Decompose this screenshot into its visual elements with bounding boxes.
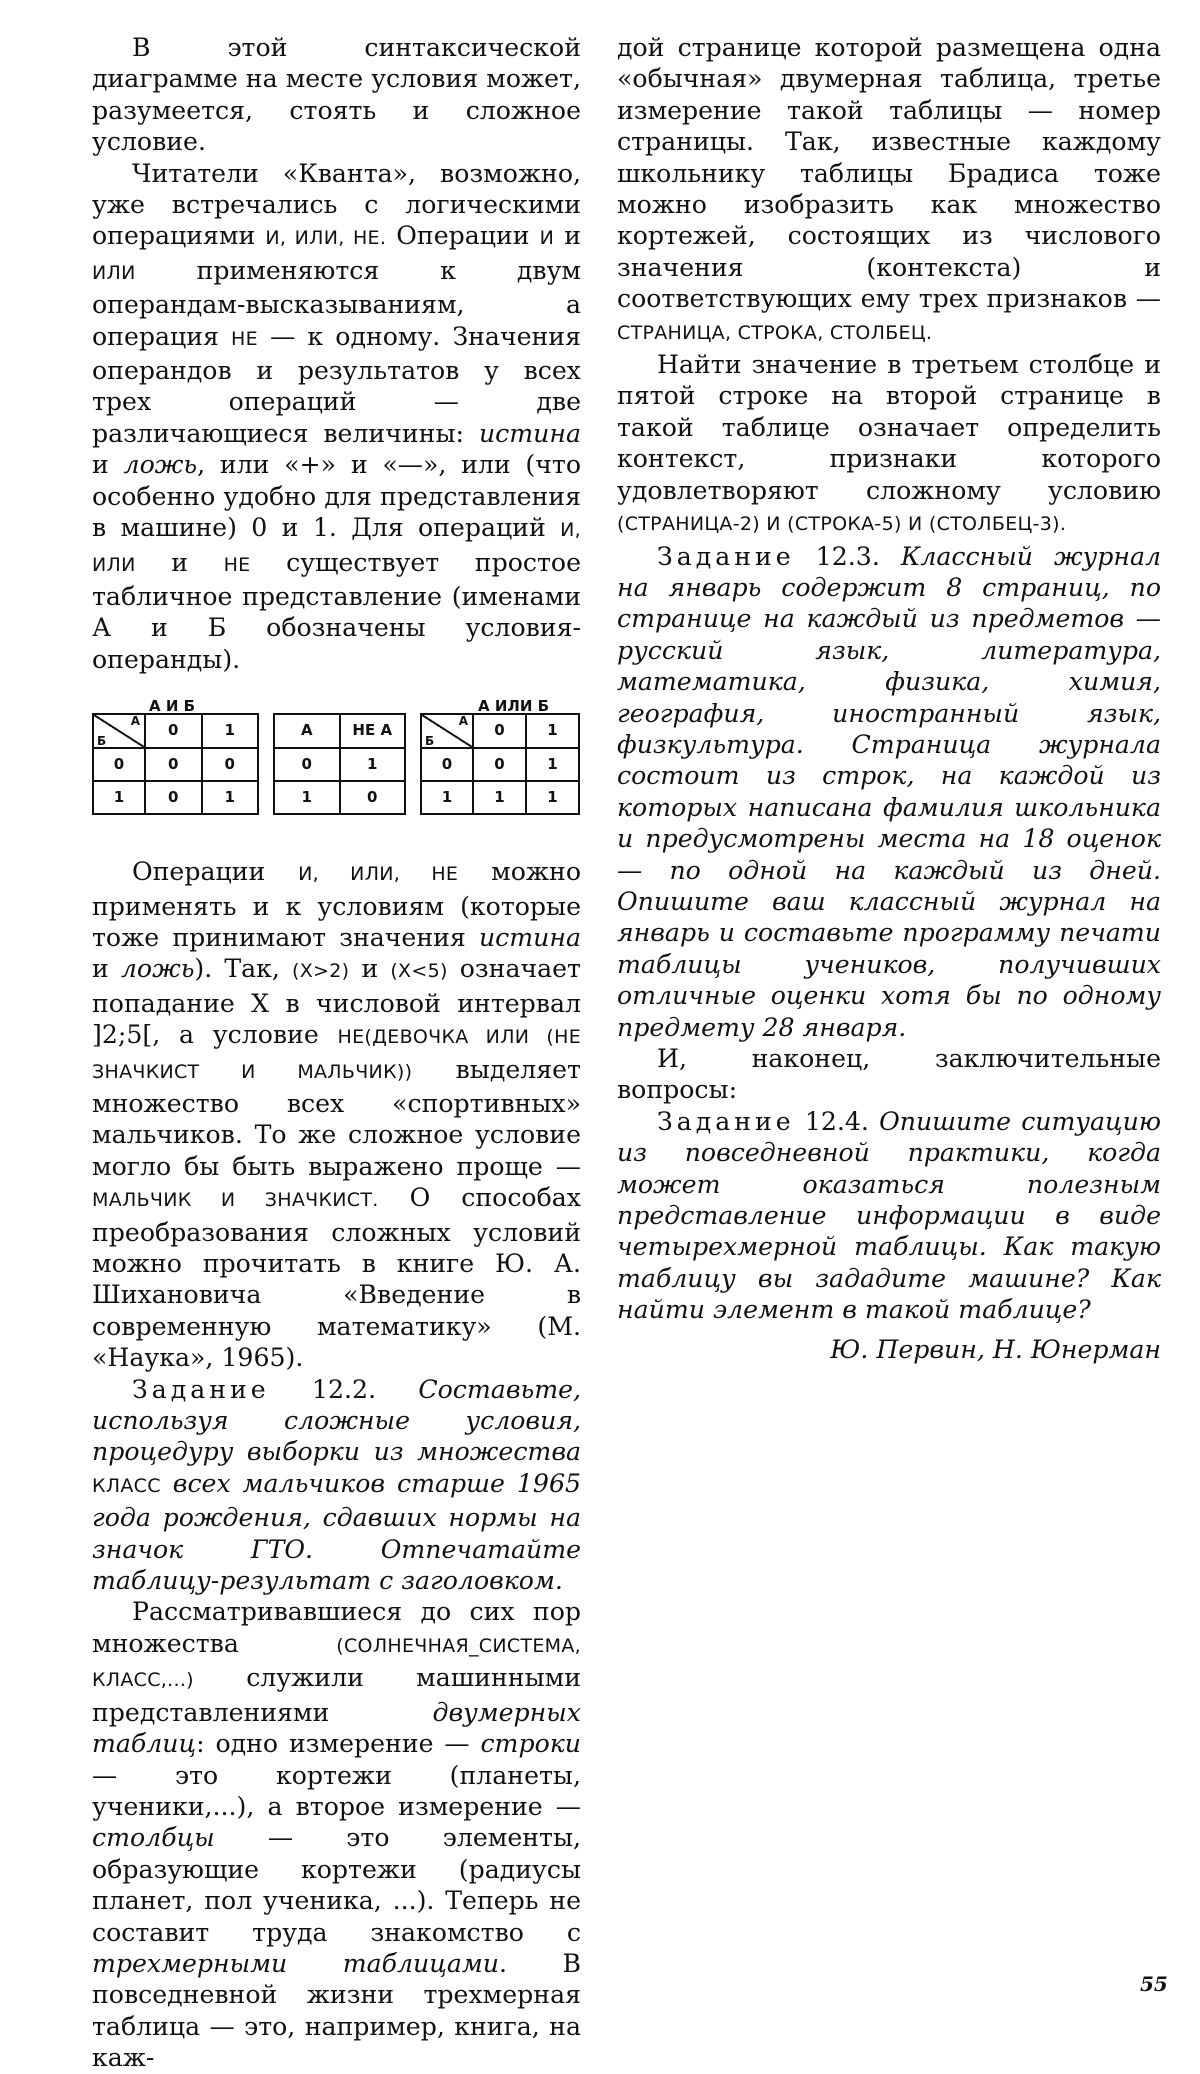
left-paragraph-3 bbox=[92, 856, 581, 1374]
code-run: (СТРАНИЦА-2) И (СТРОКА-5) И (СТОЛБЕЦ-3). bbox=[617, 513, 1067, 536]
italic-run: двумерных таблиц bbox=[92, 1697, 581, 1759]
italic-run: ложь bbox=[120, 954, 195, 984]
truth-tables bbox=[92, 691, 581, 846]
and-col-head: 1 bbox=[202, 714, 259, 747]
and-row-head: 0 bbox=[93, 748, 145, 781]
italic-run: строки bbox=[480, 1729, 581, 1759]
or-row-head: 1 bbox=[421, 781, 473, 814]
or-row-head: 0 bbox=[421, 748, 473, 781]
text-run: и bbox=[135, 547, 224, 577]
code-run: НЕ(ДЕВОЧКА ИЛИ (НЕ ЗНАЧКИСТ И МАЛЬЧИК)) bbox=[92, 1026, 582, 1083]
text-run: О способах преобразования сложных условий можно прочитать в книге Ю. А. Шихановича «Введение в современную математику» (М. «Наука», 1965). bbox=[92, 1183, 581, 1373]
not-cell: 1 bbox=[340, 748, 406, 781]
text-run: 12.4. bbox=[794, 1106, 880, 1136]
code-run: И, ИЛИ bbox=[92, 519, 581, 576]
or-cell: 1 bbox=[473, 781, 526, 814]
left-column bbox=[92, 32, 581, 2074]
not-cell: 1 bbox=[274, 781, 340, 814]
task-12-3 bbox=[617, 541, 1161, 1044]
and-col-head: 0 bbox=[145, 714, 202, 747]
text-run: и bbox=[92, 954, 121, 984]
italic-run: Составьте, используя сложные условия, процедуру выборки из множества bbox=[92, 1374, 581, 1467]
page-number: 55 bbox=[1140, 1972, 1168, 1996]
text-run: применяются к двум операндам-высказываниям, а операция bbox=[92, 255, 581, 351]
italic-run: Опишите ситуацию из повседневной практики, когда может оказаться полезным представление информации в виде четырехмерной таблицы. Как такую таблицу вы зададите машине? Как найти элемент в такой таблице? bbox=[617, 1106, 1162, 1325]
italic-run: трехмерными таблицами bbox=[92, 1948, 499, 1978]
text-run: И, наконец, заключительные вопросы: bbox=[617, 1044, 1161, 1105]
code-run: И bbox=[539, 227, 555, 250]
not-head: А bbox=[274, 714, 340, 747]
right-paragraph-4 bbox=[617, 1043, 1161, 1106]
text-run: и bbox=[92, 450, 124, 480]
code-run: (СОЛНЕЧНАЯ_СИСТЕМА, КЛАСС,...) bbox=[92, 1634, 581, 1692]
or-col-head: 0 bbox=[473, 714, 526, 747]
or-cell: 1 bbox=[526, 748, 579, 781]
or-table-caption: А ИЛИ Б bbox=[478, 697, 550, 716]
and-truth-table bbox=[92, 713, 259, 815]
and-table-caption: А И Б bbox=[149, 697, 196, 716]
task-label: Задание bbox=[657, 1106, 795, 1136]
code-run: И, ИЛИ, НЕ. bbox=[265, 227, 387, 250]
left-paragraph-5 bbox=[92, 1596, 581, 2073]
not-head: НЕ А bbox=[340, 714, 406, 747]
right-column bbox=[617, 32, 1161, 1365]
text-run: . В повседневной жизни трехмерная таблица — это, например, книга, на каж- bbox=[92, 1948, 581, 2073]
code-run: НЕ bbox=[223, 553, 251, 576]
left-paragraph-2 bbox=[92, 158, 581, 676]
code-run: (X<5) bbox=[390, 960, 448, 983]
task-12-2 bbox=[92, 1374, 581, 1597]
text-run: Операции bbox=[386, 221, 540, 251]
text-run: — это элементы, образующие кортежи (радиусы планет, пол ученика, ...). Теперь не составит труда знакомство с bbox=[92, 1823, 581, 1947]
text-run: — это кортежи (планеты, ученики,...), а второе измерение — bbox=[92, 1760, 581, 1821]
not-cell: 0 bbox=[274, 748, 340, 781]
left-paragraph-1: В этой синтаксической диаграмме на месте условия может, разумеется, стоять и сложное условие. bbox=[92, 33, 581, 157]
code-run: (X>2) bbox=[292, 960, 350, 983]
and-cell: 0 bbox=[145, 781, 202, 814]
text-run: Читатели «Кванта», возможно, уже встречались с логическими операциями bbox=[92, 158, 581, 251]
text-run: Найти значение в третьем столбце и пятой строке на второй странице в такой таблице означает определить контекст, признаки которого удовлетворяют сложному условию bbox=[617, 350, 1161, 505]
text-run: ). Так, bbox=[194, 954, 292, 984]
code-run: ИЛИ bbox=[92, 261, 136, 284]
italic-run: ложь bbox=[123, 450, 198, 480]
text-run: служили машинными представлениями bbox=[92, 1663, 581, 1727]
task-label: Задание bbox=[657, 541, 795, 571]
text-run: , или «+» и «—», или (что особенно удобно для представления в машине) 0 и 1. Для операций bbox=[92, 450, 581, 543]
task-12-4 bbox=[617, 1106, 1161, 1326]
text-run: 12.2. bbox=[269, 1374, 419, 1404]
and-cell: 0 bbox=[145, 748, 202, 781]
task-label: Задание bbox=[132, 1374, 270, 1404]
code-run: СТРАНИЦА, СТРОКА, СТОЛБЕЦ. bbox=[617, 321, 933, 344]
or-truth-table bbox=[420, 713, 580, 815]
and-cell: 1 bbox=[202, 781, 259, 814]
italic-run: всех мальчиков старше 1965 года рождения, сдавших нормы на значок ГТО. Отпечатайте таблицу-результат с заголовком. bbox=[92, 1468, 581, 1596]
or-cell: 1 bbox=[526, 781, 579, 814]
or-cell: 0 bbox=[473, 748, 526, 781]
and-cell: 0 bbox=[202, 748, 259, 781]
italic-run: Классный журнал на январь содержит 8 страниц, по странице на каждый из предметов — русский язык, литература, математика, физика, химия, география, иностранный язык, физкультура. Страница журнала состоит из строк, на каждой из которых написана фамилия школьника и предусмотрены места на 18 оценок — по одной на каждый из дней. Опишите ваш классный журнал на январь и составьте программу печати таблицы учеников, получивших отличные оценки хотя бы по одному предмету 28 января. bbox=[617, 541, 1161, 1042]
author-signature: Ю. Первин, Н. Юнерман bbox=[830, 1334, 1161, 1364]
and-table-corner: А Б bbox=[93, 714, 145, 747]
text-run: дой странице которой размещена одна «обычная» двумерная таблица, третье измерение такой таблицы — номер страницы. Так, известные каждому школьнику таблицы Брадиса тоже можно изобразить как множество кортежей, состоящих из числового значения (контекста) и соответствующих ему трех признаков — bbox=[617, 33, 1161, 314]
or-col-head: 1 bbox=[526, 714, 579, 747]
italic-run: столбцы bbox=[92, 1823, 215, 1853]
text-run: выделяет множество всех «спортивных» мальчиков. То же сложное условие могло бы быть выражено проще — bbox=[92, 1054, 581, 1181]
text-run: и bbox=[349, 954, 391, 984]
right-paragraph-1 bbox=[617, 32, 1161, 349]
and-row-head: 1 bbox=[93, 781, 145, 814]
text-run: означает попадание X в числовой интервал ]2;5[, а условие bbox=[92, 954, 581, 1050]
not-truth-table bbox=[273, 713, 406, 815]
code-run: МАЛЬЧИК И ЗНАЧКИСТ. bbox=[92, 1189, 379, 1212]
italic-run: истина bbox=[478, 418, 581, 448]
code-run: И, ИЛИ, НЕ bbox=[298, 863, 459, 886]
text-run: Рассматривавшиеся до сих пор множества bbox=[92, 1597, 581, 1658]
text-run: : одно измерение — bbox=[196, 1729, 481, 1759]
text-run: можно применять и к условиям (которые тоже принимают значения bbox=[92, 857, 581, 952]
text-run: Операции bbox=[132, 857, 299, 887]
code-run: КЛАСС bbox=[92, 1474, 161, 1497]
code-run: НЕ bbox=[231, 327, 258, 350]
text-run: — к одному. Значения операндов и результатов у всех трех операций — две различающиеся величины: bbox=[92, 321, 581, 448]
text-run: 12.3. bbox=[794, 541, 901, 571]
text-run: существует простое табличное представление (именами А и Б обозначены условия-операнды). bbox=[92, 547, 581, 674]
not-cell: 0 bbox=[340, 781, 406, 814]
or-table-corner: А Б bbox=[421, 714, 473, 747]
right-paragraph-2 bbox=[617, 349, 1161, 540]
italic-run: истина bbox=[478, 922, 581, 952]
text-run: и bbox=[554, 221, 581, 251]
